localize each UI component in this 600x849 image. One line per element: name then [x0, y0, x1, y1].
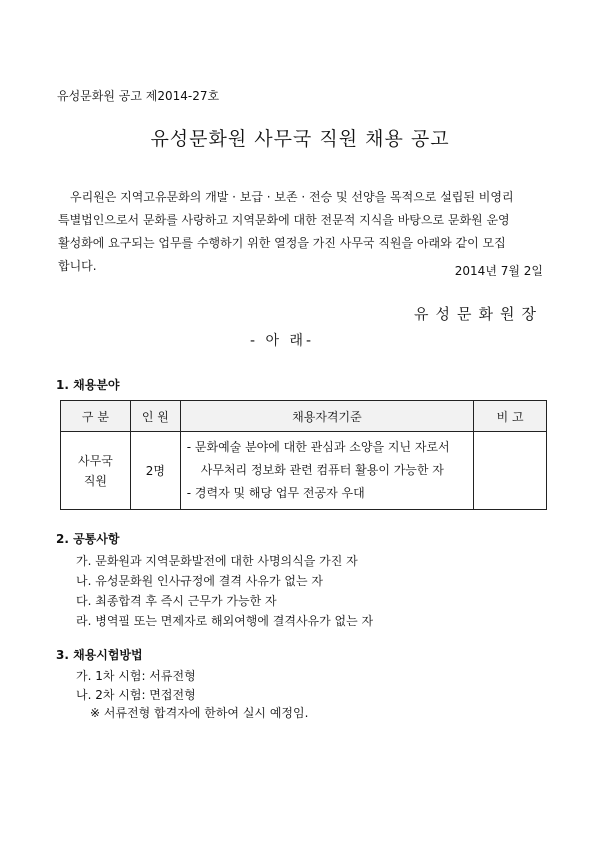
- header-count: 인 원: [130, 401, 180, 432]
- intro-line: 활성화에 요구되는 업무를 수행하기 위한 열정을 가진 사무국 직원을 아래와 같이 모집: [58, 236, 506, 250]
- page-title: 유성문화원 사무국 직원 채용 공고: [150, 128, 450, 150]
- cell-requirements: [180, 432, 473, 510]
- list-item: 라. 병역필 또는 면제자로 해외여행에 결격사유가 없는 자: [76, 614, 374, 628]
- section-heading-recruitment-field: 1. 채용분야: [56, 378, 120, 392]
- notice-date: 2014년 7월 2일: [454, 264, 543, 278]
- section-heading-common: 2. 공통사항: [56, 532, 120, 546]
- intro-line: 합니다.: [58, 259, 97, 273]
- list-item: 다. 최종합격 후 즉시 근무가 가능한 자: [76, 594, 277, 608]
- cell-category: 사무국 직원: [61, 432, 131, 510]
- cell-count: 2명: [130, 432, 180, 510]
- below-marker: - 아 래-: [250, 333, 315, 349]
- header-requirements: 채용자격기준: [180, 401, 473, 432]
- list-item: 나. 유성문화원 인사규정에 결격 사유가 없는 자: [76, 574, 323, 588]
- requirement-line: 사무처리 정보화 관련 컴퓨터 활용이 가능한 자: [200, 463, 444, 477]
- list-item: 가. 1차 시험: 서류전형: [76, 669, 196, 683]
- table-header-row: [61, 401, 547, 432]
- notice-number: 유성문화원 공고 제2014-27호: [57, 89, 220, 103]
- requirement-line: - 경력자 및 해당 업무 전공자 우대: [186, 486, 365, 500]
- list-item: 가. 문화원과 지역문화발전에 대한 사명의식을 가진 자: [76, 554, 358, 568]
- section-heading-method: 3. 채용시험방법: [56, 648, 143, 662]
- requirement-line: - 문화예술 분야에 대한 관심과 소양을 지닌 자로서: [186, 440, 450, 454]
- intro-line: 우리원은 지역고유문화의 개발 · 보급 · 보존 · 전승 및 선양을 목적으로 설립된 비영리: [70, 190, 514, 204]
- cell-remarks: [474, 432, 547, 510]
- screening-note: ※ 서류전형 합격자에 한하여 실시 예정임.: [90, 706, 309, 720]
- signer: 유성문화원장: [414, 305, 543, 323]
- intro-line: 특별법인으로서 문화를 사랑하고 지역문화에 대한 전문적 지식을 바탕으로 문화원 운영: [58, 213, 510, 227]
- list-item: 나. 2차 시험: 면접전형: [76, 688, 196, 702]
- table-row: [61, 432, 547, 510]
- header-remarks: 비 고: [474, 401, 547, 432]
- header-category: 구 분: [61, 401, 131, 432]
- recruitment-table: [60, 400, 547, 510]
